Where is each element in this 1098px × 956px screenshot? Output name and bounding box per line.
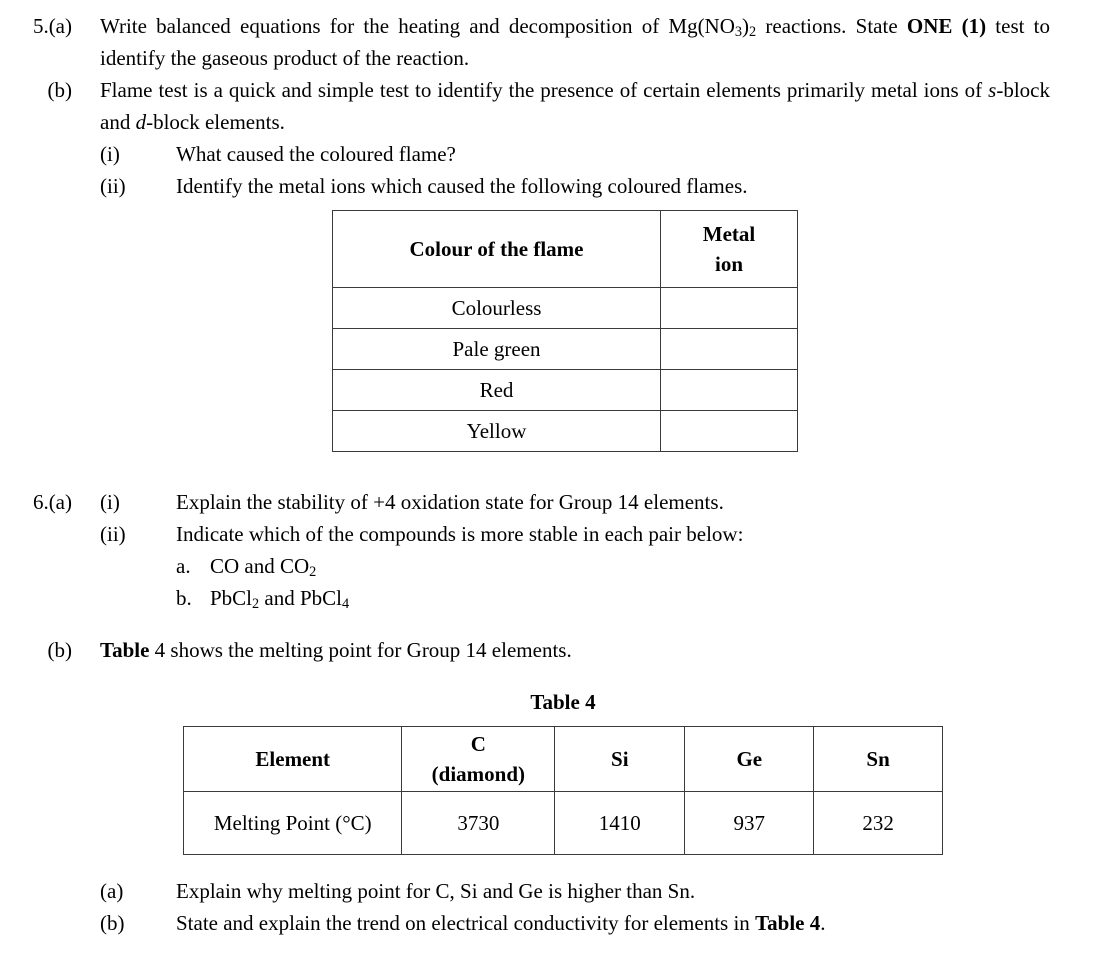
mp-value-carbon: 3730 xyxy=(402,792,555,855)
q5a-segment-4: test to identify the gaseous product of the reaction. xyxy=(100,14,1050,70)
question-6a-i-text: Explain the stability of +4 oxidation state for Group 14 elements. xyxy=(176,490,724,514)
question-6b-row xyxy=(0,634,1098,666)
q5b-italic-d: d xyxy=(135,110,147,134)
question-5b-text xyxy=(100,74,1098,138)
flame-colour-table xyxy=(332,210,798,452)
flame-table-head xyxy=(333,211,798,288)
flame-metal-ion-cell[interactable] xyxy=(661,329,798,370)
table-row xyxy=(333,329,798,370)
vertical-spacer xyxy=(0,666,1098,686)
q5b-segment-2: -block and xyxy=(100,78,1050,134)
table-header-row xyxy=(184,727,943,792)
pair-a-label: a. xyxy=(176,554,191,578)
melting-point-table-wrapper xyxy=(0,726,1098,855)
table-row xyxy=(333,411,798,452)
flame-colour-cell: Red xyxy=(333,370,661,411)
mp-header-carbon-line2: (diamond) xyxy=(431,762,526,786)
mp-row-label: Melting Point (°C) xyxy=(184,792,402,855)
q5b-segment-1: Flame test is a quick and simple test to identify the presence of certain elements primarily metal ions of xyxy=(100,78,989,102)
question-5a-label: 5.(a) xyxy=(32,14,72,38)
q5a-segment-3: reactions. State xyxy=(756,14,907,38)
pair-b-segment-2: and PbCl xyxy=(259,586,343,610)
q6b-bold-table: Table xyxy=(100,638,150,662)
flame-header-metal-line2: ion xyxy=(715,252,744,276)
q5a-bold-emphasis: ONE (1) xyxy=(906,14,987,38)
vertical-spacer xyxy=(0,202,1098,210)
mp-value-tin: 232 xyxy=(814,792,943,855)
flame-colour-cell: Pale green xyxy=(333,329,661,370)
mp-value-germanium: 937 xyxy=(685,792,814,855)
question-6b-b-row xyxy=(0,907,1098,939)
q5a-subscript-1: 3 xyxy=(734,24,743,41)
vertical-spacer xyxy=(0,452,1098,486)
question-6a-ii-pair-b-row xyxy=(0,582,1098,614)
question-6b-a-row xyxy=(0,875,1098,907)
vertical-spacer xyxy=(0,855,1098,875)
pair-b-text xyxy=(210,582,1098,614)
mp-header-element: Element xyxy=(184,727,402,792)
flame-header-metal-line1: Metal xyxy=(702,222,756,246)
question-5b-ii-text: Identify the metal ions which caused the following coloured flames. xyxy=(176,174,748,198)
flame-colour-cell: Yellow xyxy=(333,411,661,452)
question-6a-ii-row xyxy=(0,518,1098,550)
pair-a-segment-1: CO and CO xyxy=(210,554,310,578)
pair-b-subscript-1: 2 xyxy=(252,596,260,613)
table-row xyxy=(184,792,943,855)
q5a-segment-2: ) xyxy=(742,14,750,38)
mp-header-germanium: Ge xyxy=(685,727,814,792)
question-6b-a-text: Explain why melting point for C, Si and Ge is higher than Sn. xyxy=(176,879,696,903)
q6bb-bold-table4: Table 4 xyxy=(755,911,821,935)
mp-table-body xyxy=(184,792,943,855)
mp-header-carbon-line1: C xyxy=(470,732,486,756)
q6b-segment: 4 shows the melting point for Group 14 elements. xyxy=(149,638,572,662)
question-5b-label: (b) xyxy=(47,78,72,102)
question-5b-row xyxy=(0,74,1098,138)
flame-colour-cell: Colourless xyxy=(333,288,661,329)
flame-header-metal-ion xyxy=(661,211,798,288)
pair-b-subscript-2: 4 xyxy=(342,596,350,613)
mp-value-silicon: 1410 xyxy=(555,792,685,855)
vertical-spacer xyxy=(0,614,1098,634)
question-6a-ii-label: (ii) xyxy=(100,522,126,546)
pair-a-text xyxy=(210,550,1098,582)
question-5b-ii-row xyxy=(0,170,1098,202)
question-6b-label: (b) xyxy=(47,638,72,662)
question-5b-ii-label: (ii) xyxy=(100,174,126,198)
q6bb-segment-2: . xyxy=(820,911,826,935)
mp-table-head xyxy=(184,727,943,792)
flame-table-wrapper xyxy=(0,210,1098,452)
flame-metal-ion-cell[interactable] xyxy=(661,411,798,452)
question-6b-b-label: (b) xyxy=(100,911,125,935)
table-header-row xyxy=(333,211,798,288)
vertical-spacer xyxy=(0,718,1098,726)
question-6a-label: 6.(a) xyxy=(32,490,72,514)
question-6a-i-label: (i) xyxy=(100,490,120,514)
flame-metal-ion-cell[interactable] xyxy=(661,370,798,411)
pair-a-subscript-1: 2 xyxy=(309,564,317,581)
question-6a-i-row xyxy=(0,486,1098,518)
mp-header-carbon xyxy=(402,727,555,792)
mp-header-tin: Sn xyxy=(814,727,943,792)
question-6b-b-text xyxy=(176,907,1098,939)
question-5a-row xyxy=(0,10,1098,74)
mp-header-silicon: Si xyxy=(555,727,685,792)
q5b-italic-s: s xyxy=(988,78,997,102)
question-6a-ii-text: Indicate which of the compounds is more stable in each pair below: xyxy=(176,522,744,546)
question-5b-i-text: What caused the coloured flame? xyxy=(176,142,456,166)
q5b-segment-3: -block elements. xyxy=(146,110,285,134)
question-6a-ii-pair-a-row xyxy=(0,550,1098,582)
melting-point-table xyxy=(183,726,943,855)
pair-b-label: b. xyxy=(176,586,192,610)
q5a-segment-1: Write balanced equations for the heating and decomposition of Mg(NO xyxy=(100,14,735,38)
pair-b-segment-1: PbCl xyxy=(210,586,253,610)
question-5b-i-label: (i) xyxy=(100,142,120,166)
table-row xyxy=(333,370,798,411)
flame-metal-ion-cell[interactable] xyxy=(661,288,798,329)
flame-table-body xyxy=(333,288,798,452)
question-6b-text xyxy=(100,634,1098,666)
question-6b-a-label: (a) xyxy=(100,879,124,903)
flame-header-colour: Colour of the flame xyxy=(333,211,661,288)
table-row xyxy=(333,288,798,329)
question-5b-i-row xyxy=(0,138,1098,170)
q5a-subscript-2: 2 xyxy=(749,24,757,41)
table-4-caption: Table 4 xyxy=(530,690,596,714)
q6bb-segment-1: State and explain the trend on electrical conductivity for elements in xyxy=(176,911,756,935)
question-5a-text xyxy=(100,10,1098,74)
